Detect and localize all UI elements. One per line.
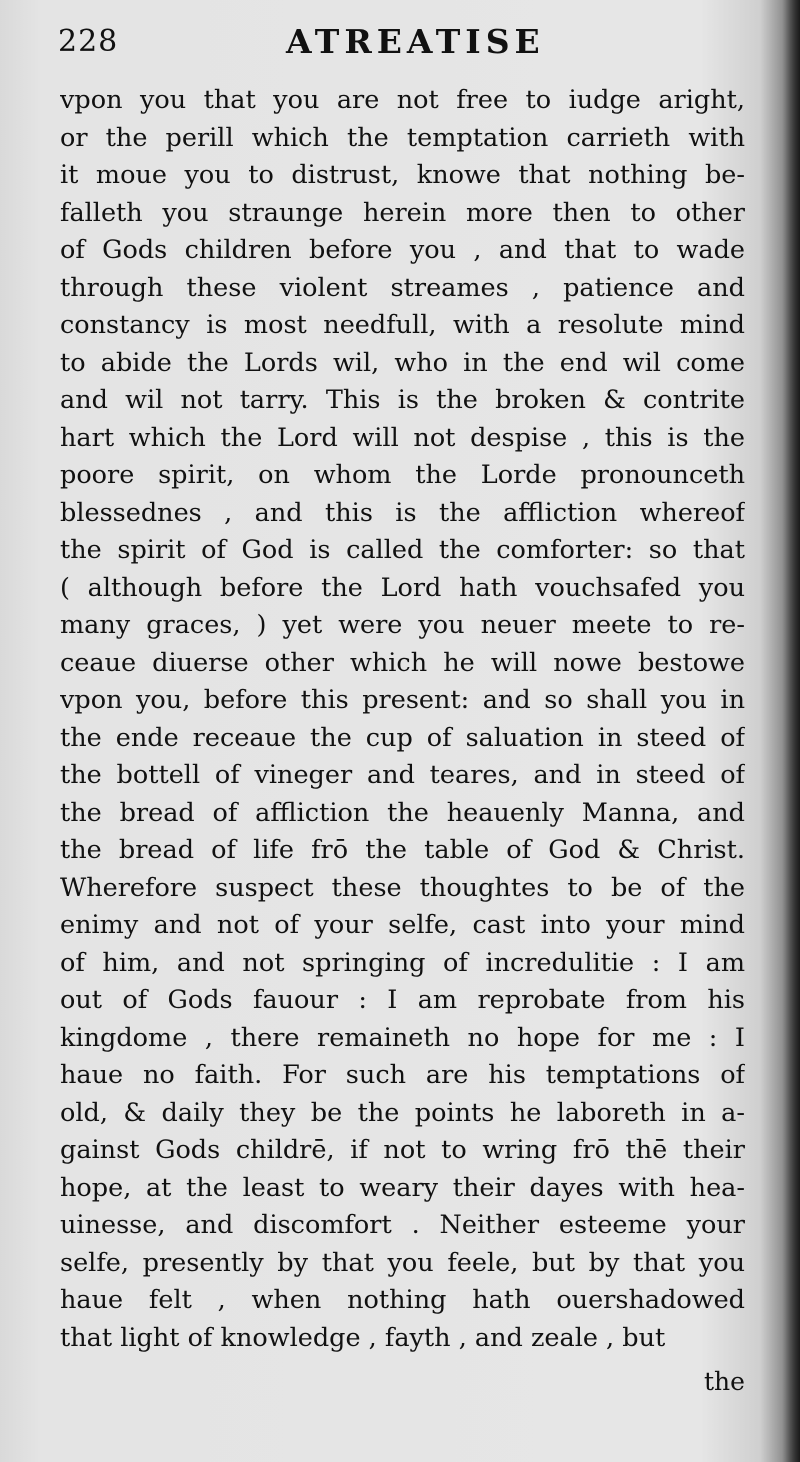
text-line: the spirit of God is called the comforter: so that xyxy=(60,535,745,565)
text-line: of Gods children before you , and that to wade xyxy=(60,235,745,265)
text-line: gainst Gods childrē, if not to wring frō thē their xyxy=(60,1135,745,1165)
text-line: the bread of affliction the heauenly Manna, and xyxy=(60,797,745,828)
text-line: the ende receaue the cup of saluation in steed of xyxy=(60,722,745,753)
text-line: ( although before the Lord hath vouchsafed you xyxy=(60,572,745,603)
text-line: haue felt , when nothing hath ouershadowed xyxy=(60,1285,745,1315)
text-line: enimy and not of your selfe, cast into your mind xyxy=(60,910,745,940)
text-line: blessednes , and this is the affliction whereof xyxy=(60,497,745,528)
text-line: vpon you that you are not free to iudge aright, xyxy=(60,85,745,115)
text-line: of him, and not springing of incredulitie : I am xyxy=(60,947,745,978)
text-line: the bottell of vineger and teares, and in steed of xyxy=(60,760,745,790)
text-line: and wil not tarry. This is the broken & contrite xyxy=(60,385,745,415)
text-line: that light of knowledge , fayth , and zeale , but xyxy=(60,1322,666,1353)
text-line: hart which the Lord will not despise , this is the xyxy=(60,422,745,453)
text-line: haue no faith. For such are his temptations of xyxy=(60,1060,745,1090)
page-number: 228 xyxy=(58,24,119,59)
text-line: to abide the Lords wil, who in the end wil come xyxy=(60,347,745,378)
text-line: it moue you to distrust, knowe that nothing be- xyxy=(60,160,745,190)
body-text xyxy=(60,82,745,1357)
page-header xyxy=(58,24,758,68)
text-line: selfe, presently by that you feele, but by that you xyxy=(60,1247,745,1278)
text-line: poore spirit, on whom the Lorde pronounceth xyxy=(60,460,745,490)
text-line: Wherefore suspect these thoughtes to be of the xyxy=(60,872,745,903)
text-line: many graces, ) yet were you neuer meete to re- xyxy=(60,610,745,640)
catchword: the xyxy=(704,1367,745,1396)
text-line: hope, at the least to weary their dayes with hea- xyxy=(60,1172,745,1203)
text-line: falleth you straunge herein more then to other xyxy=(60,197,745,228)
text-line: vpon you, before this present: and so shall you in xyxy=(60,685,745,715)
text-line: constancy is most needfull, with a resolute mind xyxy=(60,310,745,340)
text-line: out of Gods fauour : I am reprobate from his xyxy=(60,985,745,1015)
running-head: ATREATISE xyxy=(286,22,545,61)
text-line: ceaue diuerse other which he will nowe bestowe xyxy=(60,647,745,678)
text-line: through these violent streames , patience and xyxy=(60,272,745,303)
text-line: kingdome , there remaineth no hope for me : I xyxy=(60,1022,745,1053)
text-line: old, & daily they be the points he laboreth in a- xyxy=(60,1097,745,1128)
text-line: uinesse, and discomfort . Neither esteeme your xyxy=(60,1210,745,1240)
page-edge-shadow xyxy=(782,0,800,1462)
text-line: or the perill which the temptation carrieth with xyxy=(60,122,745,153)
text-line: the bread of life frō the table of God & Christ. xyxy=(60,835,745,865)
